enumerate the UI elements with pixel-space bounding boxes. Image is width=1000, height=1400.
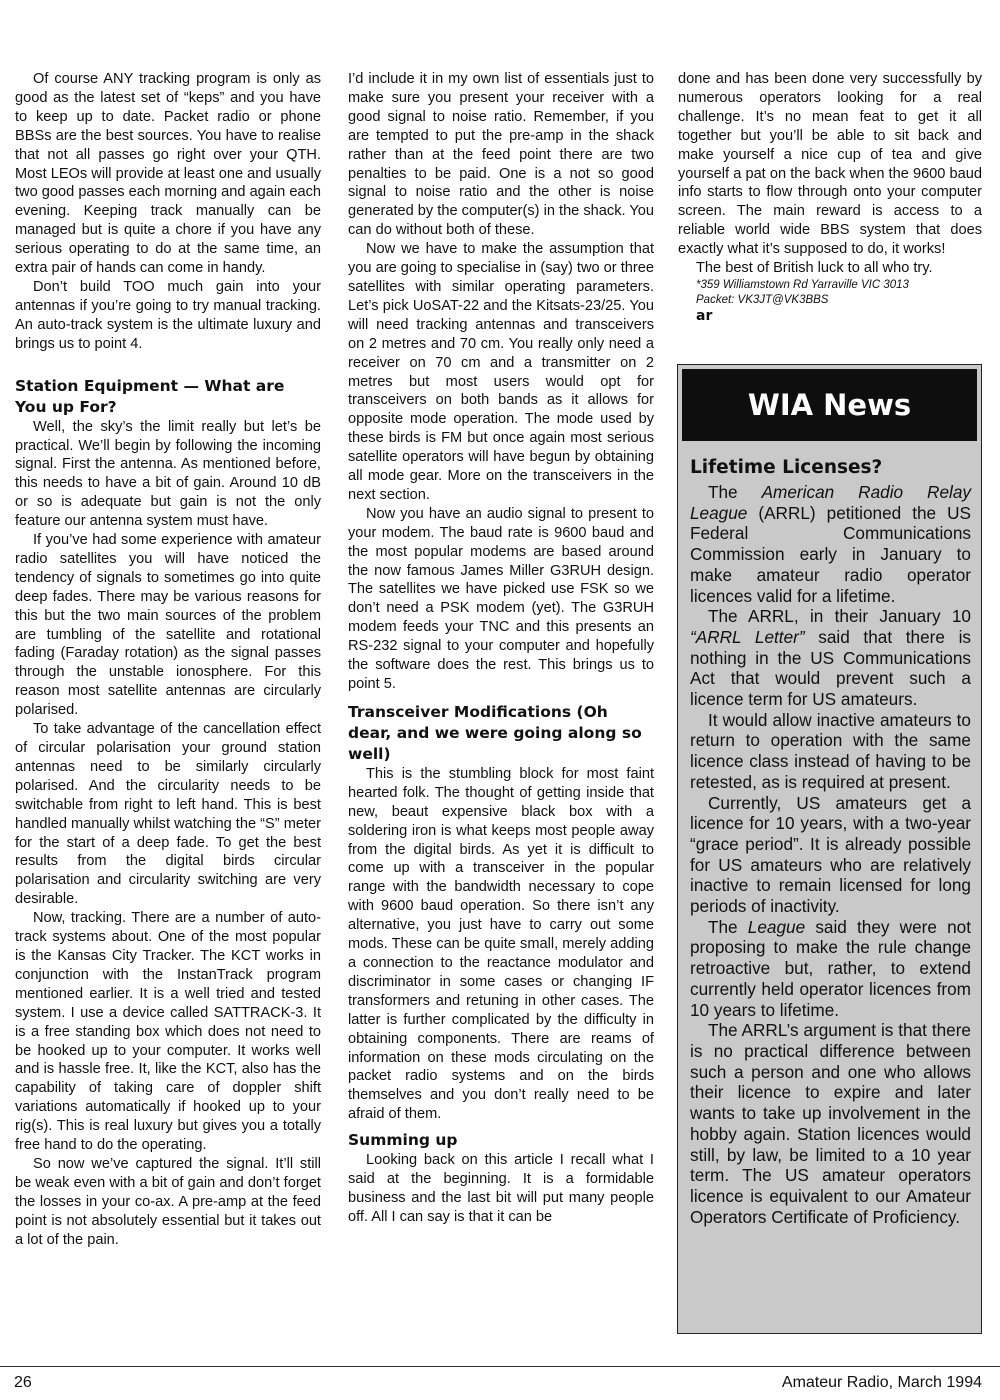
paragraph: Currently, US amateurs get a licence for 10 years, with a two-year “grace period”. It is already possible for US amateurs who are relatively inactive to remain licensed for long periods of inactivity. — [690, 792, 971, 917]
paragraph — [690, 917, 971, 1021]
article-column-1 — [15, 70, 321, 1249]
section-heading-summing-up: Summing up — [348, 1131, 458, 1150]
paragraph: So now we’ve captured the signal. It’ll still be weak even with a bit of gain and don’t forget the losses in your co-ax. A pre-amp at the feed point is not absolutely essential but it takes out a lot of the pain. — [15, 1155, 321, 1248]
paragraph: Now we have to make the assumption that you are going to specialise in (say) two or three satellites with similar operating parameters. Let’s pick UoSAT-22 and the Kitsats-23/25. You will need tracking antennas and transceivers on 2 metres and 70 cm. You really only need a receiver on 70 cm and a transmitter on 2 metres but most users would opt for transceivers on both bands as it allows for opposite mode operation. The mode used by these birds is FM but once again most serious satellite operators will have begun by obtaining all mode gear. More on the transceivers in the next section. — [348, 241, 654, 503]
paragraph: Don’t build TOO much gain into your antennas if you’re going to try manual tracking. An auto-track system is the ultimate luxury and brings us to point 4. — [15, 278, 321, 352]
paragraph: Well, the sky’s the limit really but let’s be practical. We’ll begin by following the incoming signal. First the antenna. As mentioned before, this needs to have a bit of gain. Around 10 dB or so is adequate but gain is not the only feature our antenna system must have. — [15, 418, 321, 530]
paragraph: To take advantage of the cancellation effect of circular polarisation your ground station antennas need to be similarly circularly polarised. And the circularity needs to be switchable from right to left hand. This is best handled manually whilst watching the “S” meter for the start of a deep fade. To get the best results from the digital birds circular polarisation and circularity switching are very desirable. — [15, 721, 321, 908]
paragraph: Looking back on this article I recall what I said at the beginning. It is a formidable business and the last bit will put many people off. All I can say is that it can be — [348, 1152, 654, 1225]
paragraph: Of course ANY tracking program is only as good as the latest set of “keps” and you have to keep up to date. Packet radio or phone BBSs are the best sources. You have to realise that not all passes go right over your QTH. Most LEOs will provide at least one and usually two good passes each morning and again each evening. Keeping track manually can be managed but is quite a chore if you have any serious operating to do at the same time, an extra pair of hands can come in handy. — [15, 71, 321, 277]
author-packet-address: Packet: VK3JT@VK3BBS — [696, 293, 829, 306]
publication-footer: Amateur Radio, March 1994 — [781, 1374, 982, 1391]
paragraph: The ARRL’s argument is that there is no practical difference between such a person and one who allows their licence to expire and later wants to take up involvement in the hobby again. Station licences would still, by law, be limited to a 10 year term. The US amateur operators licence is equivalent to our Amateur Operators Certificate of Proficiency. — [690, 1020, 971, 1227]
end-mark: ar — [696, 307, 713, 324]
wia-news-banner: WIA News — [682, 369, 977, 441]
paragraph: It would allow inactive amateurs to return to operation with the same licence class instead of having to be retested, as is required at present. — [690, 709, 971, 792]
wia-news-heading: Lifetime Licenses? — [690, 457, 883, 478]
paragraph: This is the stumbling block for most faint hearted folk. The thought of getting inside that new, beaut expensive black box with a soldering iron is what keeps most people away from the digital birds. As yet it is difficult to come up with a transceiver in the popular range with the bandwidth necessary to cope with 9600 baud operation. So there isn’t any alternative, you just have to carry out some mods. These can be quite small, merely adding a connection to the reactance modulator and discriminator in some cases or changing IF transformers and retuning in other cases. The latter is further complicated by the difficulty in obtaining components. There are reams of information on these mods circulating on the packet radio systems and on the birds themselves and you don’t really need to be afraid of them. — [348, 765, 654, 1123]
text: (ARRL) petitioned the US Federal Communications Commission early in January to make amateur radio operator licences valid for a lifetime. — [690, 502, 971, 606]
section-heading-station-equipment: Station Equipment — What are You up For? — [15, 376, 285, 416]
text: The — [708, 916, 748, 937]
paragraph: Now, tracking. There are a number of auto-track systems about. One of the most popular is the Kansas City Tracker. The KCT works in conjunction with the InstanTrack program mentioned earlier. It is a well tried and tested system. I use a device called SATTRACK-3. It is a free standing box which does not need to be hooked up to your computer. It works well and is hassle free. It, like the KCT, also has the capability of taking care of doppler shift variations automatically if hooked up to your rig(s). This is real luxury but gives you a totally free hand to do the operating. — [15, 910, 321, 1154]
text: said they were not proposing to make the rule change retroactive but, rather, to extend currently held operator licences from 10 years to lifetime. — [690, 916, 971, 1020]
wia-news-body — [678, 441, 981, 1227]
paragraph — [690, 606, 971, 710]
section-heading-transceiver-modifications: Transceiver Modifications (Oh dear, and we were going along so well) — [348, 702, 642, 763]
paragraph: Now you have an audio signal to present to your modem. The baud rate is 9600 baud and the most popular modems are based around the now famous James Miller G3RUH design. The satellites we have picked use FSK so we don’t need a PSK modem (yet). The G3RUH modem feeds your TNC and this presents an RS-232 signal to your computer and hopefully the software does the rest. This brings us to point 5. — [348, 505, 654, 692]
paragraph: The best of British luck to all who try. — [696, 260, 933, 277]
paragraph: done and has been done very successfully by numerous operators looking for a real challenge. It’s no mean feat to get it all together but you’ll be able to sit back and make yourself a nice cup of tea and give yourself a pat on the back when the 9600 baud info starts to flow through onto your computer screen. The main reward is access to a reliable world wide BBS system that does exactly what it’s supposed to do, it works! — [678, 71, 982, 258]
text: The ARRL, in their January 10 — [708, 606, 971, 627]
paragraph — [690, 482, 971, 606]
emphasis: American Radio Relay League — [690, 482, 971, 523]
text: said that there is nothing in the US Communications Act that would prevent such a licence term for US amateurs. — [690, 626, 971, 710]
article-column-3 — [678, 70, 982, 325]
author-address: *359 Williamstown Rd Yarraville VIC 3013 — [696, 278, 909, 291]
text: The — [708, 482, 762, 502]
page-number: 26 — [14, 1374, 32, 1391]
article-column-2 — [348, 70, 654, 1227]
emphasis: “ARRL Letter” — [690, 626, 805, 647]
paragraph: If you’ve had some experience with amateur radio satellites you will have noticed the tendency of signals to sometimes go into quite deep fades. There may be various reasons for this but the two main sources of the problem are tumbling of the satellite and rotational fading (Faraday rotation) as the signal passes through the unstable ionosphere. For this reason most satellite antennas are circularly polarised. — [15, 532, 321, 719]
emphasis: League — [747, 916, 806, 937]
footer-rule — [0, 1366, 1000, 1367]
wia-news-box — [677, 364, 982, 1334]
paragraph: I’d include it in my own list of essentials just to make sure you present your receiver with a good signal to noise ratio. Remember, if you are tempted to put the pre-amp in the shack rather than at the feed point there are two penalties to be paid. One is a not so good signal to noise ratio and the other is noise generated by the computer(s) in the shack. You can do without both of these. — [348, 71, 654, 239]
